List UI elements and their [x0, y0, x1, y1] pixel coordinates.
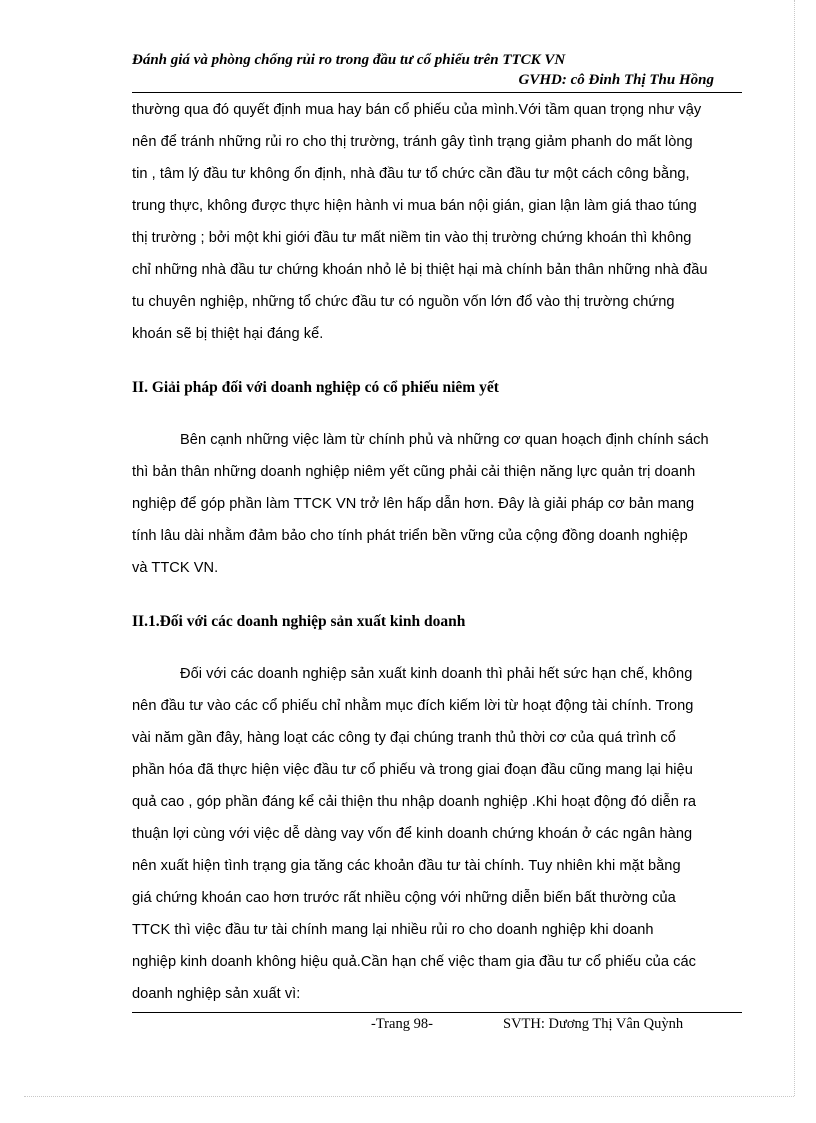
footer-divider — [132, 1012, 742, 1013]
text-line: giá chứng khoán cao hơn trước rất nhiều cộng với những diễn biến bất thường của — [132, 890, 676, 906]
text-line: thị trường ; bởi một khi giới đầu tư mất niềm tin vào thị trường chứng khoán thì không — [132, 230, 692, 246]
text-line: quả cao , góp phần đáng kể cải thiện thu nhập doanh nghiệp .Khi hoạt động đó diễn ra — [132, 794, 697, 810]
section-paragraph — [132, 424, 742, 584]
text-line: phần hóa đã thực hiện việc đầu tư cổ phiếu và trong giai đoạn đầu cũng mang lại hiệu — [132, 762, 693, 778]
text-line: chỉ những nhà đầu tư chứng khoán nhỏ lẻ bị thiệt hại mà chính bản thân những nhà đầu — [132, 262, 708, 278]
paragraph-continuation — [132, 94, 742, 350]
page-number: -Trang 98- — [371, 1016, 433, 1032]
text-line: nên để tránh những rủi ro cho thị trường, tránh gây tình trạng giảm phanh do mất lòng — [132, 134, 693, 150]
text-line: tin , tâm lý đầu tư không ổn định, nhà đầu tư tổ chức cần đầu tư một cách công bằng, — [132, 166, 690, 182]
spacer — [132, 584, 742, 606]
author-name: SVTH: Dương Thị Vân Quỳnh — [503, 1016, 684, 1032]
document-title: Đánh giá và phòng chống rủi ro trong đầu tư cổ phiếu trên TTCK VN — [132, 52, 566, 68]
text-line: vài năm gần đây, hàng loạt các công ty đại chúng tranh thủ thời cơ của quá trình cổ — [132, 730, 676, 746]
text-line: và TTCK VN. — [132, 560, 219, 576]
text-line: Bên cạnh những việc làm từ chính phủ và những cơ quan hoạch định chính sách — [180, 432, 709, 448]
text-line: Đối với các doanh nghiệp sản xuất kinh doanh thì phải hết sức hạn chế, không — [180, 666, 693, 682]
text-line: doanh nghiệp sản xuất vì: — [132, 986, 301, 1002]
text-line: tu chuyên nghiệp, những tổ chức đầu tư có nguồn vốn lớn đổ vào thị trường chứng — [132, 294, 675, 310]
text-line: nghiệp kinh doanh không hiệu quả.Cần hạn chế việc tham gia đầu tư cổ phiếu của các — [132, 954, 696, 970]
text-line: tính lâu dài nhằm đảm bảo cho tính phát triển bền vững của cộng đồng doanh nghiệp — [132, 528, 688, 544]
text-line: thì bản thân những doanh nghiệp niêm yết cũng phải cải thiện năng lực quản trị doanh — [132, 464, 696, 480]
text-line: thường qua đó quyết định mua hay bán cổ phiếu của mình.Với tầm quan trọng như vậy — [132, 102, 702, 118]
section-heading: II. Giải pháp đối với doanh nghiệp có cổ phiếu niêm yết — [132, 379, 499, 396]
page-header — [132, 52, 742, 93]
text-line: khoán sẽ bị thiệt hại đáng kể. — [132, 326, 324, 342]
text-line: thuận lợi cùng với việc dễ dàng vay vốn để kinh doanh chứng khoán ở các ngân hàng — [132, 826, 693, 842]
page-right-edge — [794, 0, 795, 1096]
text-line: nên đầu tư vào các cổ phiếu chỉ nhằm mục đích kiếm lời từ hoạt động tài chính. Trong — [132, 698, 694, 714]
spacer — [132, 404, 742, 424]
advisor-name: GVHD: cô Đinh Thị Thu Hồng — [518, 72, 714, 88]
page-bottom-edge — [24, 1096, 794, 1097]
page-body — [132, 94, 742, 1010]
spacer — [132, 350, 742, 372]
text-line: nghiệp để góp phần làm TTCK VN trở lên hấp dẫn hơn. Đây là giải pháp cơ bản mang — [132, 496, 695, 512]
subsection-paragraph — [132, 658, 742, 1010]
text-line: trung thực, không được thực hiện hành vi mua bán nội gián, gian lận làm giá thao túng — [132, 198, 697, 214]
spacer — [132, 638, 742, 658]
text-line: TTCK thì việc đầu tư tài chính mang lại nhiều rủi ro cho doanh nghiệp khi doanh — [132, 922, 654, 938]
text-line: nên xuất hiện tình trạng gia tăng các khoản đầu tư tài chính. Tuy nhiên khi mặt bằng — [132, 858, 681, 874]
subsection-heading: II.1.Đối với các doanh nghiệp sản xuất kinh doanh — [132, 613, 466, 630]
